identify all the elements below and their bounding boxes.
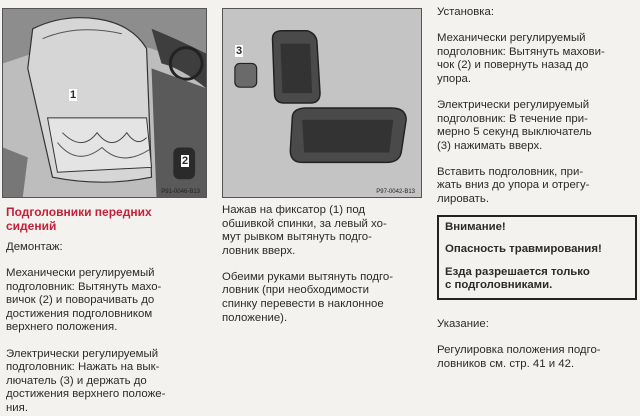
removal-section — [6, 205, 214, 416]
text-line: достижения верхнего положе- — [6, 388, 166, 401]
warning-box — [437, 215, 637, 300]
installation-section — [437, 6, 637, 371]
text-line: ния. — [6, 401, 28, 414]
callout-3: 3 — [236, 45, 243, 57]
note-label: Указание: — [437, 318, 489, 330]
text-line: подголовник: Вытянуть махо- — [6, 280, 162, 293]
text-line: вичок (2) и поворачивать до — [6, 294, 155, 307]
removal-steps — [222, 204, 427, 325]
text-line: Электрически регулируемый — [6, 347, 159, 360]
text-line: верхнего положения. — [6, 321, 118, 334]
text-line: обшивкой спинки, за левый хо- — [222, 217, 387, 230]
text-line: жать вниз до упора и отрегу- — [437, 179, 590, 192]
text-line: лючатель (3) и держать до — [6, 374, 147, 387]
seat-illustration-drawing — [3, 9, 206, 197]
text-line: Механически регулируемый — [6, 267, 155, 280]
text-line: ловник (при необходимости — [222, 284, 369, 297]
text-line: чок (2) и повернуть назад до — [437, 59, 589, 72]
text-line: спинку перевести в наклонное — [222, 298, 384, 311]
text-line: мут рывком вытянуть подго- — [222, 231, 372, 244]
text-line: Механически регулируемый — [437, 32, 586, 45]
text-line: мерно 5 секунд выключатель — [437, 126, 592, 139]
switch-illustration-drawing — [223, 9, 421, 197]
text-line: ловник вверх. — [222, 244, 296, 257]
text-line: лировать. — [437, 193, 490, 206]
warning-line: Езда разрешается только — [445, 265, 590, 278]
warning-line: Опасность травмирования! — [445, 243, 602, 256]
warning-title: Внимание! — [445, 220, 506, 233]
text-line: упора. — [437, 72, 472, 85]
callout-1: 1 — [70, 89, 77, 101]
text-line: (3) нажимать вверх. — [437, 139, 543, 152]
installation-label: Установка: — [437, 6, 495, 18]
text-line: Вставить подголовник, при- — [437, 165, 584, 178]
text-line: положение). — [222, 311, 288, 324]
removal-label: Демонтаж: — [6, 241, 63, 253]
headrest-switch-illustration — [222, 8, 422, 198]
figure-caption: P97-0042-B13 — [376, 189, 415, 195]
text-line: подголовник: Вытянуть махови- — [437, 45, 605, 58]
text-line: Обеими руками вытянуть подго- — [222, 270, 393, 283]
text-line: подголовник: В течение при- — [437, 112, 588, 125]
text-line: подголовник: Нажать на вык- — [6, 361, 160, 374]
figure-caption: P91-0046-B13 — [161, 189, 200, 195]
warning-line: с подголовниками. — [445, 279, 553, 292]
text-line: Электрически регулируемый — [437, 98, 590, 111]
text-line: достижения подголовником — [6, 307, 153, 320]
seat-headrest-illustration — [2, 8, 207, 198]
text-line: Нажав на фиксатор (1) под — [222, 204, 366, 216]
callout-2: 2 — [182, 155, 189, 167]
text-line: Регулировка положения подго- — [437, 344, 601, 357]
text-line: ловников см. стр. 41 и 42. — [437, 357, 575, 370]
section-heading: сидений — [6, 219, 57, 233]
section-heading: Подголовники передних — [6, 205, 152, 219]
